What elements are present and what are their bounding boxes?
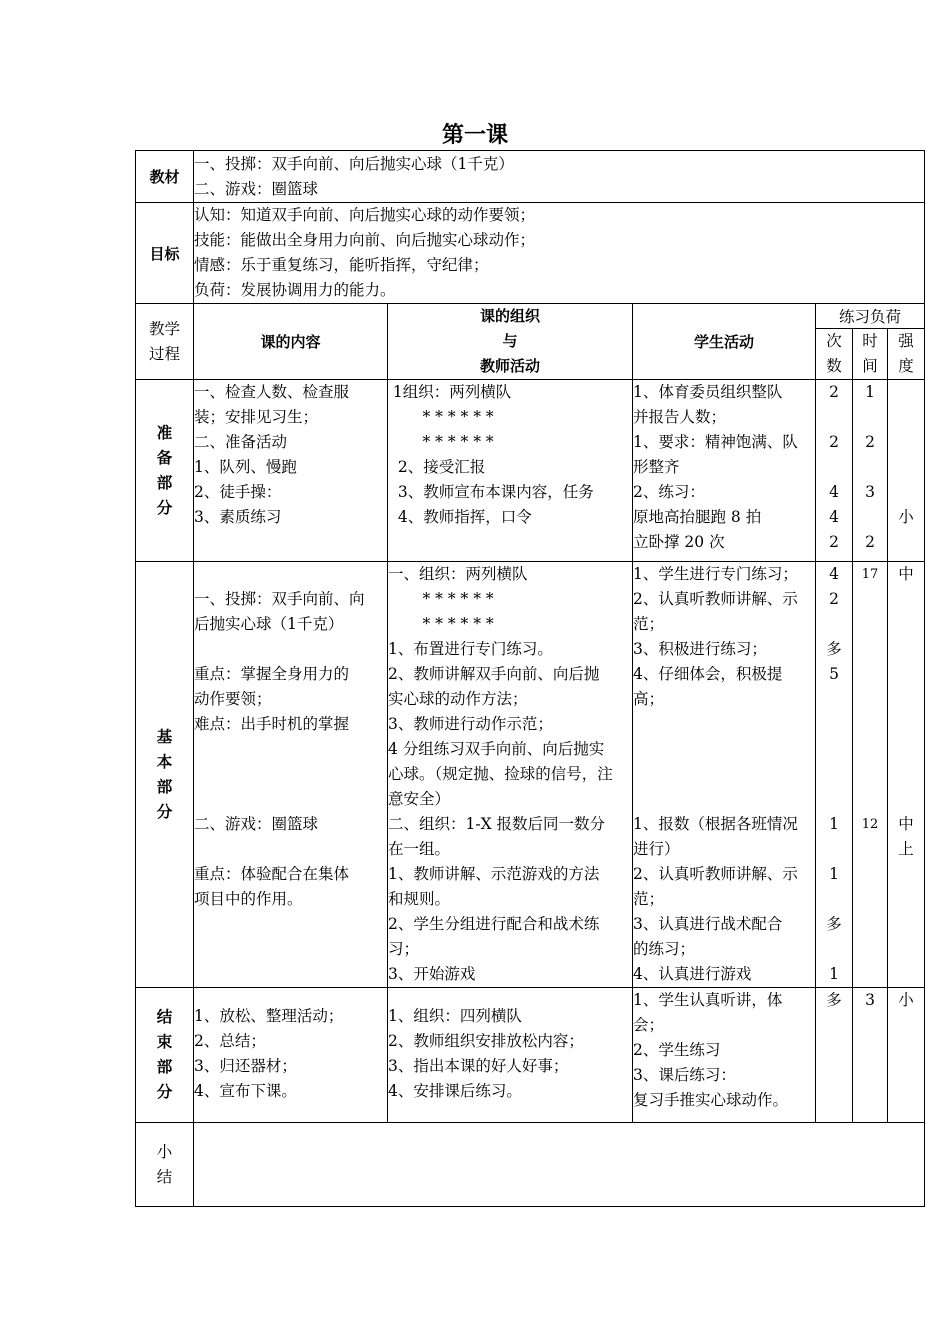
- text-line: 2: [829, 533, 839, 551]
- text-line: 意安全）: [388, 790, 451, 808]
- text-line: 5: [829, 665, 839, 683]
- text-line: [816, 687, 852, 712]
- prep-count: [816, 380, 853, 562]
- summary-content: [194, 1123, 925, 1207]
- basic-student: [633, 562, 816, 988]
- text-line: 2、接受汇报: [388, 458, 486, 476]
- text-line: [888, 737, 924, 762]
- text-line: 一、投掷：双手向前、向: [194, 590, 365, 608]
- header-process: [136, 304, 194, 380]
- text-line: 一、投掷：双手向前、向后抛实心球（1千克）: [194, 155, 514, 173]
- text-line: 分: [156, 802, 173, 821]
- text-line: 3、教师宣布本课内容，任务: [388, 483, 594, 501]
- prep-content: [194, 380, 388, 562]
- text-line: [888, 762, 924, 787]
- text-line: 中: [898, 815, 914, 833]
- text-line: [816, 887, 852, 912]
- text-line: [853, 587, 887, 612]
- text-line: [194, 762, 387, 787]
- text-line: 2、认真听教师讲解、示: [633, 590, 798, 608]
- text-line: [853, 505, 887, 530]
- text-line: 二、组织：1-X 报数后同一数分: [388, 815, 606, 833]
- text-line: 2、教师讲解双手向前、向后抛: [388, 665, 600, 683]
- text-line: [888, 405, 924, 430]
- text-line: 3: [865, 483, 875, 501]
- text-line: 形整齐: [633, 458, 680, 476]
- text-line: [816, 737, 852, 762]
- text-line: 1、报数（根据各班情况: [633, 815, 798, 833]
- text-line: 部: [156, 1058, 173, 1076]
- header-time: [853, 329, 888, 380]
- text-line: 2、学生分组进行配合和战术练: [388, 915, 600, 933]
- header-load: 练习负荷: [816, 304, 925, 329]
- text-line: 1、放松、整理活动；: [194, 1007, 344, 1025]
- text-line: 3、归还器材；: [194, 1057, 297, 1075]
- text-line: 与: [502, 332, 518, 350]
- text-line: 3、开始游戏: [388, 965, 476, 983]
- text-line: 2、认真听教师讲解、示: [633, 865, 798, 883]
- text-line: 2、总结；: [194, 1032, 266, 1050]
- text-line: [853, 612, 887, 637]
- text-line: 教学: [148, 319, 180, 338]
- text-line: 1、体育委员组织整队: [633, 383, 783, 401]
- text-line: 项目中的作用。: [194, 890, 303, 908]
- basic-section-name: [136, 562, 194, 988]
- text-line: 2、学生练习: [633, 1041, 721, 1059]
- text-line: [853, 637, 887, 662]
- text-line: [194, 637, 387, 662]
- text-line: [853, 455, 887, 480]
- text-line: 中: [898, 565, 914, 583]
- basic-time: [853, 562, 888, 988]
- text-line: 重点：掌握全身用力的: [194, 665, 350, 683]
- text-line: 多: [826, 991, 842, 1009]
- prep-section-name: [136, 380, 194, 562]
- text-line: [853, 737, 887, 762]
- text-line: 2: [829, 590, 839, 608]
- text-line: [888, 787, 924, 812]
- text-line: 的练习；: [633, 940, 696, 958]
- end-time: [853, 988, 888, 1123]
- text-line: 4、认真进行游戏: [633, 965, 752, 983]
- text-line: 基: [156, 727, 173, 746]
- text-line: 部: [156, 473, 173, 492]
- text-line: [816, 937, 852, 962]
- text-line: 1、学生认真听讲，体: [633, 991, 783, 1009]
- text-line: 4、教师指挥，口令: [388, 508, 532, 526]
- text-line: 1、队列、慢跑: [194, 458, 297, 476]
- text-line: 12: [861, 817, 879, 832]
- text-line: 1、要求：精神饱满、队: [633, 433, 798, 451]
- text-line: 范；: [633, 615, 665, 633]
- text-line: 分: [156, 498, 173, 517]
- text-line: 二、游戏：圈篮球: [194, 180, 319, 198]
- end-student: [633, 988, 816, 1123]
- text-line: 难点：出手时机的掌握: [194, 715, 350, 733]
- text-line: 复习手推实心球动作。: [633, 1091, 789, 1109]
- text-line: 1、布置进行专门练习。: [388, 640, 553, 658]
- text-line: 束: [156, 1033, 173, 1051]
- text-line: [816, 837, 852, 862]
- text-line: 后抛实心球（1千克）: [194, 615, 344, 633]
- text-line: 3、指出本课的好人好事；: [388, 1057, 569, 1075]
- text-line: 3、认真进行战术配合: [633, 915, 783, 933]
- text-line: 1、组织：四列横队: [388, 1007, 522, 1025]
- text-line: [816, 455, 852, 480]
- goal-content: [194, 203, 925, 304]
- text-line: [888, 662, 924, 687]
- text-line: 一、检查人数、检查服: [194, 383, 350, 401]
- text-line: 3、教师进行动作示范；: [388, 715, 553, 733]
- text-line: [888, 587, 924, 612]
- basic-intensity: [888, 562, 925, 988]
- header-content: 课的内容: [194, 304, 388, 380]
- text-line: [888, 687, 924, 712]
- text-line: 准: [156, 423, 173, 442]
- text-line: 一、组织：两列横队: [388, 565, 528, 583]
- text-line: [888, 380, 924, 405]
- text-line: 间: [862, 357, 878, 375]
- text-line: 4: [829, 483, 839, 501]
- text-line: 数: [826, 357, 842, 375]
- text-line: [194, 562, 387, 587]
- text-line: 高；: [633, 690, 665, 708]
- text-line: 会；: [633, 1016, 665, 1034]
- text-line: 1: [829, 815, 839, 833]
- text-line: [816, 612, 852, 637]
- text-line: 17: [861, 567, 879, 582]
- text-line: [816, 787, 852, 812]
- text-line: 部: [156, 777, 173, 796]
- text-line: * * * * * *: [388, 590, 494, 608]
- text-line: [888, 480, 924, 505]
- text-line: * * * * * *: [388, 615, 494, 633]
- text-line: 3、素质练习: [194, 508, 282, 526]
- text-line: 4、宣布下课。: [194, 1082, 297, 1100]
- end-count: [816, 988, 853, 1123]
- text-line: [888, 455, 924, 480]
- text-line: 2: [829, 433, 839, 451]
- text-line: 小: [898, 991, 914, 1009]
- text-line: 次: [826, 332, 842, 350]
- lesson-title: 第一课: [441, 123, 508, 148]
- end-section-name: [136, 988, 194, 1123]
- text-line: 实心球的动作方法；: [388, 690, 528, 708]
- text-line: [888, 530, 924, 555]
- text-line: 结: [156, 1167, 173, 1186]
- text-line: 进行）: [633, 840, 680, 858]
- text-line: 认知：知道双手向前、向后抛实心球的动作要领；: [194, 206, 536, 224]
- text-line: 1、学生进行专门练习；: [633, 565, 798, 583]
- text-line: 2: [865, 433, 875, 451]
- basic-organization: [388, 562, 633, 988]
- text-line: 2、教师组织安排放松内容；: [388, 1032, 584, 1050]
- text-line: 2、徒手操：: [194, 483, 282, 501]
- text-line: 装；安排见习生；: [194, 408, 319, 426]
- text-line: [853, 762, 887, 787]
- prep-time: [853, 380, 888, 562]
- text-line: 范；: [633, 890, 665, 908]
- text-line: [853, 687, 887, 712]
- text-line: 重点：体验配合在集体: [194, 865, 350, 883]
- text-line: [633, 737, 815, 762]
- text-line: 小: [156, 1142, 173, 1161]
- text-line: 过程: [148, 344, 180, 363]
- text-line: 4、安排课后练习。: [388, 1082, 522, 1100]
- header-count: [816, 329, 853, 380]
- text-line: [888, 712, 924, 737]
- text-line: 4 分组练习双手向前、向后抛实: [388, 740, 605, 758]
- text-line: 立卧撑 20 次: [633, 533, 725, 551]
- text-line: [633, 712, 815, 737]
- text-line: [888, 637, 924, 662]
- text-line: [816, 712, 852, 737]
- text-line: 小: [898, 508, 914, 526]
- header-organization: [388, 304, 633, 380]
- text-line: [853, 712, 887, 737]
- text-line: 2: [865, 533, 875, 551]
- end-content: [194, 988, 388, 1123]
- text-line: 1、教师讲解、示范游戏的方法: [388, 865, 600, 883]
- text-line: 2: [829, 383, 839, 401]
- text-line: 情感：乐于重复练习，能听指挥，守纪律；: [194, 256, 489, 274]
- text-line: 4、仔细体会，积极提: [633, 665, 783, 683]
- prep-student: [633, 380, 816, 562]
- end-intensity: [888, 988, 925, 1123]
- text-line: [816, 762, 852, 787]
- text-line: 4: [829, 565, 839, 583]
- summary-label: [136, 1123, 194, 1207]
- text-line: 2、练习：: [633, 483, 705, 501]
- lesson-plan-table: [135, 150, 925, 1207]
- text-line: * * * * * *: [388, 408, 494, 426]
- end-organization: [388, 988, 633, 1123]
- text-line: 4: [829, 508, 839, 526]
- text-line: 多: [826, 915, 842, 933]
- text-line: 度: [898, 357, 914, 375]
- text-line: 技能：能做出全身用力向前、向后抛实心球动作；: [194, 231, 536, 249]
- prep-organization: [388, 380, 633, 562]
- text-line: 二、准备活动: [194, 433, 288, 451]
- text-line: [853, 787, 887, 812]
- text-line: 3、课后练习：: [633, 1066, 736, 1084]
- text-line: 3: [865, 991, 875, 1009]
- text-line: 上: [898, 840, 914, 858]
- text-line: [853, 662, 887, 687]
- material-content: [194, 151, 925, 203]
- text-line: 备: [156, 448, 173, 467]
- text-line: 3、积极进行练习；: [633, 640, 767, 658]
- basic-content: [194, 562, 388, 988]
- text-line: 1: [865, 383, 875, 401]
- text-line: 1: [829, 865, 839, 883]
- text-line: 在一组。: [388, 840, 451, 858]
- text-line: 原地高抬腿跑 8 拍: [633, 508, 762, 526]
- text-line: [194, 787, 387, 812]
- text-line: 分: [156, 1083, 173, 1101]
- text-line: 本: [156, 752, 173, 771]
- basic-count: [816, 562, 853, 988]
- text-line: 负荷：发展协调用力的能力。: [194, 281, 396, 299]
- text-line: 课的组织: [479, 307, 540, 325]
- text-line: [633, 762, 815, 787]
- text-line: 二、游戏：圈篮球: [194, 815, 319, 833]
- text-line: 时: [862, 332, 878, 350]
- text-line: 并报告人数；: [633, 408, 727, 426]
- text-line: [633, 787, 815, 812]
- text-line: 动作要领；: [194, 690, 272, 708]
- goal-label: 目标: [136, 203, 194, 304]
- prep-intensity: [888, 380, 925, 562]
- text-line: [194, 837, 387, 862]
- text-line: 多: [826, 640, 842, 658]
- text-line: 强: [898, 332, 914, 350]
- text-line: 1: [829, 965, 839, 983]
- header-student: 学生活动: [633, 304, 816, 380]
- text-line: 和规则。: [388, 890, 451, 908]
- text-line: 心球。（规定抛、捡球的信号，注: [388, 765, 613, 783]
- text-line: [194, 737, 387, 762]
- text-line: [888, 612, 924, 637]
- text-line: 习；: [388, 940, 420, 958]
- text-line: * * * * * *: [388, 433, 494, 451]
- text-line: 结: [156, 1008, 173, 1026]
- text-line: 教师活动: [479, 357, 540, 375]
- text-line: [816, 405, 852, 430]
- material-label: 教材: [136, 151, 194, 203]
- text-line: [888, 430, 924, 455]
- text-line: [853, 405, 887, 430]
- header-intensity: [888, 329, 925, 380]
- text-line: 1组织：两列横队: [388, 383, 512, 401]
